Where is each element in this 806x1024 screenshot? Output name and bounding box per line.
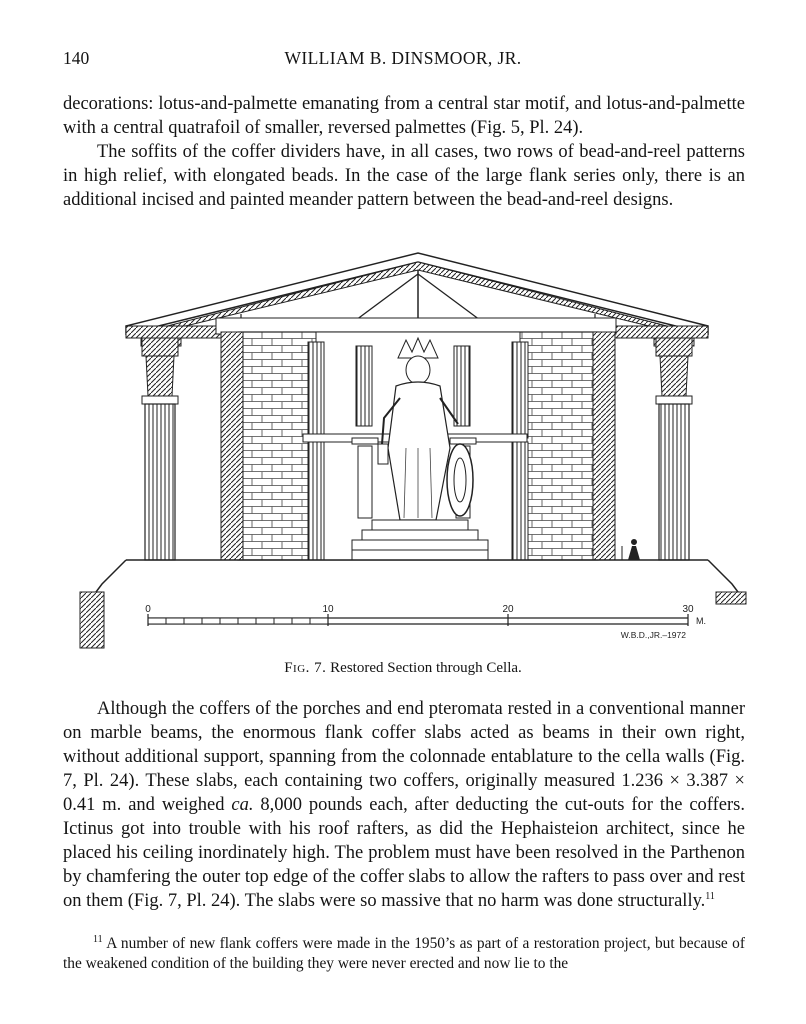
figure-caption: [0, 660, 806, 677]
paragraph-coffers-part-a: Although the coffers of the porches and end pteromata rested in a conventional manner on marble beams, the enormous flank coffer slabs acted as beams in their own right, without additional support, spanning from the colonnade entablature to the cella walls (Fig. 7, Pl. 24). These slabs, each containing two coffers, originally measured 1.236 × 3.387 × 0.41 m. and weighed: [63, 699, 745, 815]
footnote-number: 11: [93, 933, 103, 945]
cella-section-drawing: [56, 248, 756, 658]
page-header: [0, 48, 806, 72]
scale-label-30: 30: [682, 604, 694, 615]
page-number: 140: [63, 48, 90, 68]
footnote-text: A number of new flank coffers were made in the 1950’s as part of a restoration project, but because of the weakened condition of the building they were never erected and now lie to the: [63, 935, 746, 972]
human-scale-figure: [628, 539, 640, 560]
footnote-ref: 11: [705, 890, 715, 902]
caption-label: Fig. 7.: [284, 660, 327, 676]
paragraph-continued: decorations: lotus-and-palmette emanating from a central star motif, and lotus-and-palmette with a central quatrafoil of smaller, reversed palmettes (Fig. 5, Pl. 24).: [63, 94, 745, 138]
main-text: [63, 697, 745, 913]
caption-text: Restored Section through Cella.: [330, 660, 522, 676]
scale-label-10: 10: [322, 604, 334, 615]
paragraph-soffits: The soffits of the coffer dividers have, in all cases, two rows of bead-and-reel patterns in high relief, with elongated beads. In the case of the large flank series only, there is an additional incised and painted meander pattern between the bead-and-reel designs.: [63, 142, 745, 210]
scale-bar: [145, 604, 706, 640]
footnote: [63, 934, 745, 974]
drawing-signature: W.B.D.,JR.–1972: [620, 630, 686, 640]
scale-unit: M.: [696, 616, 706, 626]
running-head: WILLIAM B. DINSMOOR, JR.: [284, 48, 522, 68]
top-text: [63, 92, 745, 212]
paragraph-coffers: [63, 697, 745, 913]
figure-restored-section: [56, 248, 756, 658]
paragraph-coffers-part-b: 8,000 pounds each, after deducting the cut-outs for the coffers. Ictinus got into trouble with his roof rafters, as did the Hephaisteion architect, since he placed his ceiling inordinately high. The problem must have been resolved in the Parthenon by chamfering the outer top edge of the coffer slabs to allow the rafters to pass over and rest on them (Fig. 7, Pl. 24). The slabs were so massive that no harm was done structurally.: [63, 795, 745, 911]
scale-label-20: 20: [502, 604, 514, 615]
circa-abbreviation: ca.: [231, 795, 254, 815]
scale-label-0: 0: [145, 604, 151, 615]
